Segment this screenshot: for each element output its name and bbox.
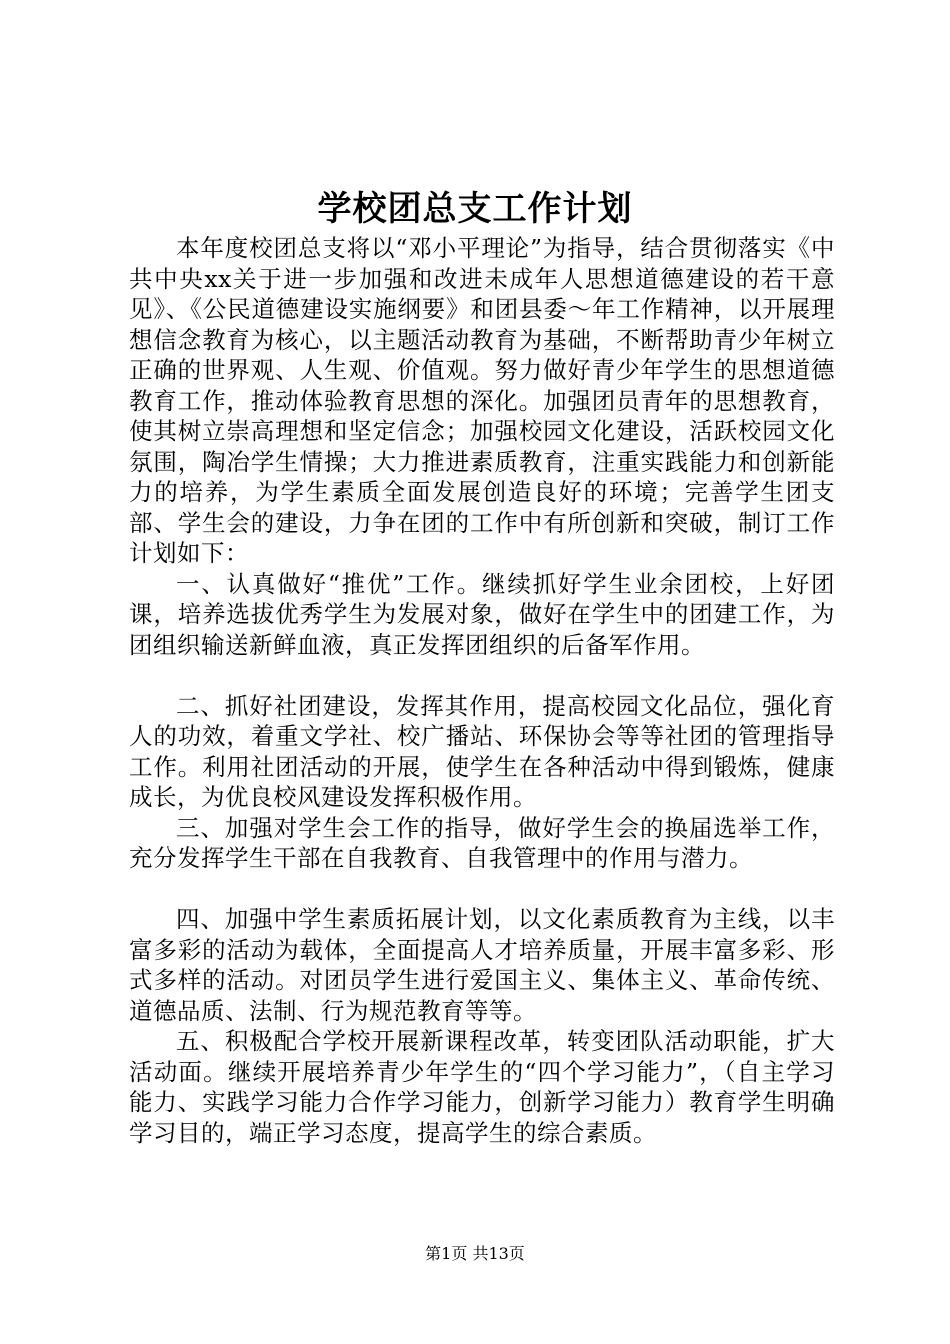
item-paragraph-1: 一、认真做好“推优”工作。继续抓好学生业余团校，上好团课，培养选拔优秀学生为发展对象，做好在学生中的团建工作，为团组织输送新鲜血液，真正发挥团组织的后备军作用。 xyxy=(129,569,835,659)
intro-paragraph: 本年度校团总支将以“邓小平理论”为指导，结合贯彻落实《中共中央xx关于进一步加强和改进未成年人思想道德建设的若干意见》、《公民道德建设实施纲要》和团县委～年工作精神，以开展理想信念教育为核心，以主题活动教育为基础，不断帮助青少年树立正确的世界观、人生观、价值观。努力做好青少年学生的思想道德教育工作，推动体验教育思想的深化。加强团员青年的思想教育，使其树立崇高理想和坚定信念；加强校园文化建设，活跃校园文化氛围，陶冶学生情操；大力推进素质教育，注重实践能力和创新能力的培养，为学生素质全面发展创造良好的环境；完善学生团支部、学生会的建设，力争在团的工作中有所创新和突破，制订工作计划如下： xyxy=(129,234,835,567)
item-paragraph-4: 四、加强中学生素质拓展计划，以文化素质教育为主线，以丰富多彩的活动为载体，全面提高人才培养质量，开展丰富多彩、形式多样的活动。对团员学生进行爱国主义、集体主义、革命传统、道德品质、法制、行为规范教育等等。 xyxy=(129,905,835,1025)
document-title: 学校团总支工作计划 xyxy=(317,189,633,229)
page-number: 第1页 共13页 xyxy=(425,1244,525,1263)
item-paragraph-2: 二、抓好社团建设，发挥其作用，提高校园文化品位，强化育人的功效，着重文学社、校广播站、环保协会等等社团的管理指导工作。利用社团活动的开展，使学生在各种活动中得到锻炼，健康成长，为优良校风建设发挥积极作用。 xyxy=(129,691,835,811)
item-paragraph-3: 三、加强对学生会工作的指导，做好学生会的换届选举工作，充分发挥学生干部在自我教育、自我管理中的作用与潜力。 xyxy=(129,813,835,872)
document-body xyxy=(129,233,835,1148)
item-paragraph-5: 五、积极配合学校开展新课程改革，转变团队活动职能，扩大活动面。继续开展培养青少年学生的“四个学习能力”，（自主学习能力、实践学习能力合作学习能力，创新学习能力）教育学生明确学习目的，端正学习态度，提高学生的综合素质。 xyxy=(129,1027,835,1147)
